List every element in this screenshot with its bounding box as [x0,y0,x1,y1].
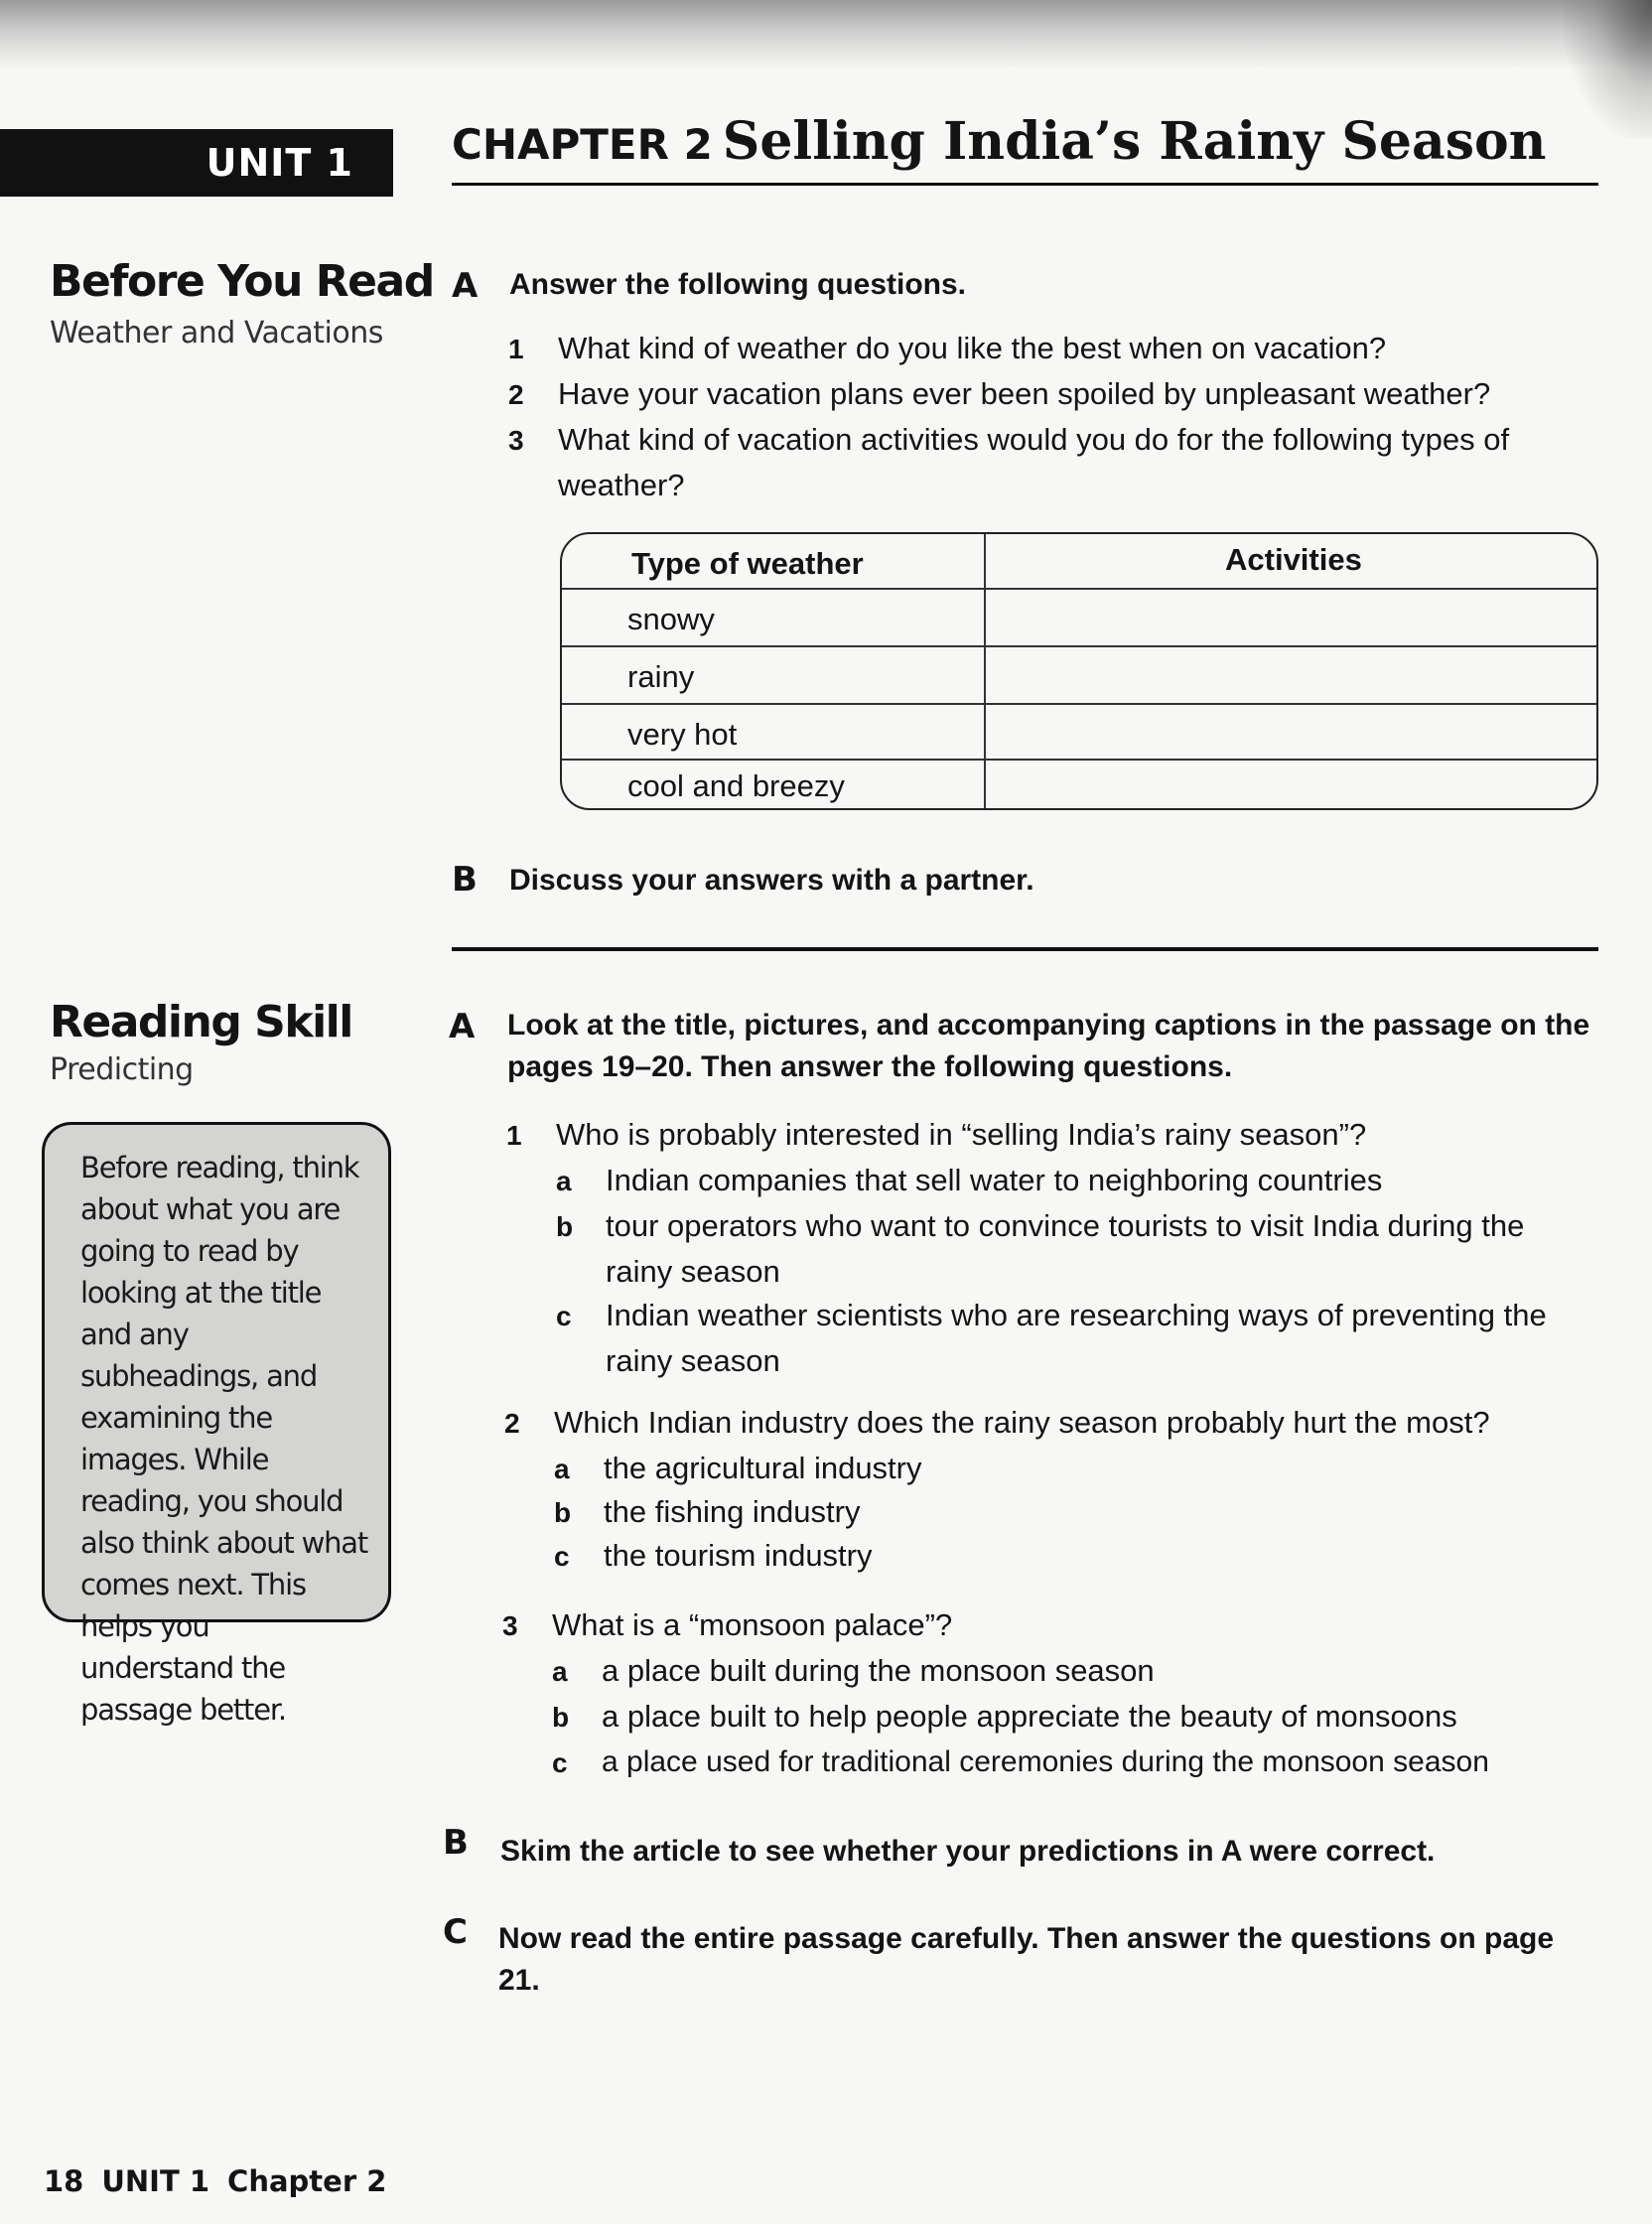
question-text: What is a “monsoon palace”? [552,1607,953,1642]
question-number: 3 [502,1610,518,1641]
table-header-type: Type of weather [631,546,864,581]
question-text: What kind of vacation activities would you do for the following types of weather? [558,422,1510,502]
option-text: tour operators who want to convince tourists to visit India during the rainy season [606,1208,1525,1289]
option-text: the fishing industry [604,1494,861,1529]
question-text: Have your vacation plans ever been spoiled by unpleasant weather? [558,376,1491,411]
footer-chapter: Chapter 2 [227,2164,387,2198]
option-letter: b [554,1497,572,1528]
table-row [562,705,1596,761]
before-you-read-heading: Before You Read [50,256,434,307]
option-letter: c [552,1747,568,1778]
question-number: 1 [508,334,524,364]
question-number: 1 [506,1120,522,1151]
footer-unit: UNIT 1 [101,2164,210,2198]
table-header-activities: Activities [1225,542,1362,577]
weather-type-cell: rainy [627,659,695,694]
section-a-instruction: Look at the title, pictures, and accompanying captions in the passage on the pages 19–20. Then answer the following questions. [507,1009,1590,1083]
chapter-title: Selling India’s Rainy Season [722,111,1547,172]
option-text: Indian companies that sell water to neighboring countries [606,1163,1383,1197]
option-text: the agricultural industry [604,1451,922,1485]
question-number: 2 [508,379,524,410]
page-footer [44,2164,404,2198]
section-b-letter: B [443,1823,469,1863]
question-number: 2 [504,1408,520,1439]
section-a-letter: A [452,266,479,306]
option-letter: c [554,1541,570,1572]
weather-type-cell: very hot [627,717,738,752]
section-b-instruction: Skim the article to see whether your predictions in A were correct. [500,1835,1436,1868]
option-letter: a [556,1166,572,1196]
section-divider [452,947,1598,951]
table-row [562,647,1596,705]
option-text: a place built to help people appreciate the beauty of monsoons [602,1699,1457,1734]
option-text: a place built during the monsoon season [602,1653,1155,1688]
before-you-read-subheading: Weather and Vacations [50,316,383,350]
unit-tab: UNIT 1 [0,129,393,197]
option-letter: c [556,1301,572,1331]
page-top-shadow [0,0,1652,70]
section-b-letter: B [452,860,478,900]
chapter-underline [452,183,1598,186]
section-a-letter: A [449,1007,476,1046]
reading-skill-subheading: Predicting [50,1052,194,1087]
page-number: 18 [44,2164,84,2198]
weather-type-cell: cool and breezy [627,768,845,803]
weather-type-cell: snowy [627,602,715,636]
reading-skill-heading: Reading Skill [50,997,352,1047]
option-letter: b [552,1702,570,1733]
weather-activities-table [560,532,1598,810]
option-letter: a [554,1454,570,1484]
question-text: Which Indian industry does the rainy season probably hurt the most? [554,1405,1490,1440]
section-b-instruction: Discuss your answers with a partner. [509,864,1034,897]
table-row [562,590,1596,647]
question-text: What kind of weather do you like the best when on vacation? [558,331,1387,365]
option-letter: b [556,1211,574,1242]
table-row [562,761,1596,810]
section-a-instruction: Answer the following questions. [509,268,967,301]
option-text: Indian weather scientists who are researching ways of preventing the rainy season [606,1298,1547,1378]
chapter-label: CHAPTER 2 [452,120,713,169]
section-c-instruction: Now read the entire passage carefully. Then answer the questions on page 21. [498,1922,1555,1997]
option-text: the tourism industry [604,1538,873,1573]
option-text: a place used for traditional ceremonies during the monsoon season [602,1745,1489,1778]
question-text: Who is probably interested in “selling India’s rainy season”? [556,1117,1367,1152]
question-number: 3 [508,425,524,456]
section-c-letter: C [443,1912,468,1952]
reading-tip-box: Before reading, think about what you are going to read by looking at the title and any subheadings, and examining the images. While reading, you should also think about what comes next. This helps you understand the passage better. [42,1122,391,1622]
table-header-row [562,534,1596,590]
option-letter: a [552,1656,568,1687]
chapter-heading [452,111,1598,189]
